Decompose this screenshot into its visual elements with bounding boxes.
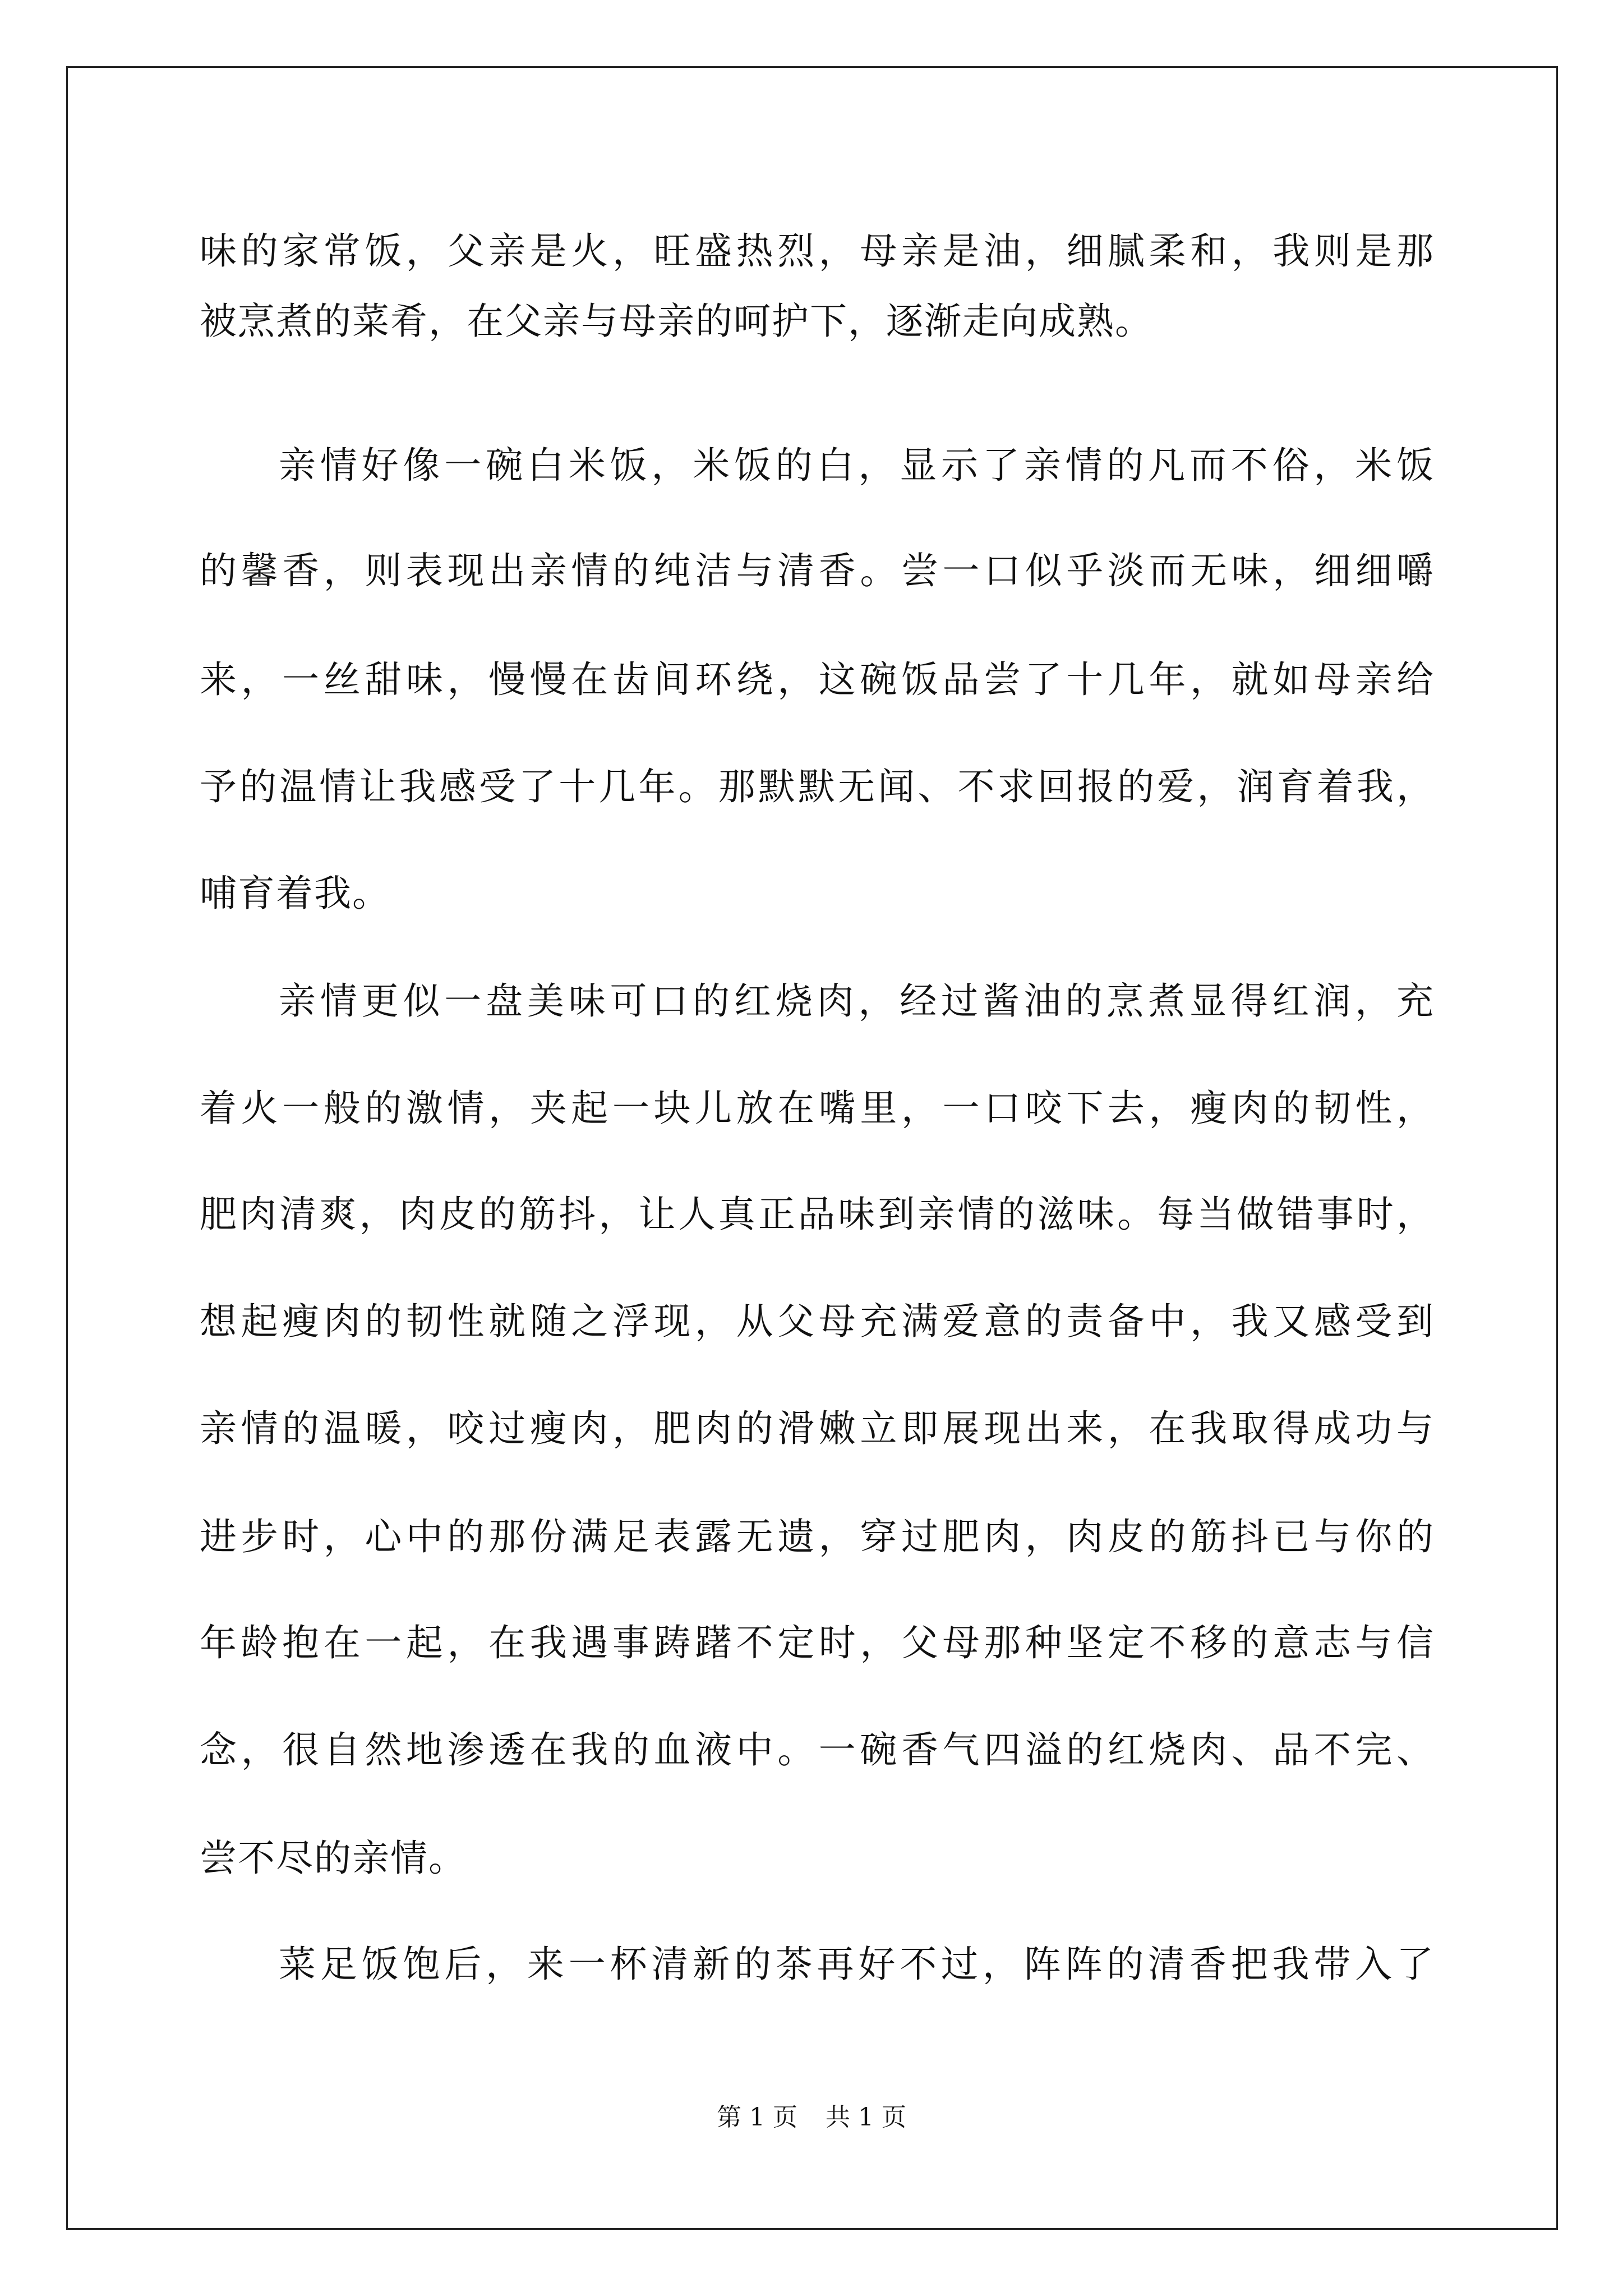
text-line: 进步时，心中的那份满足表露无遗，穿过肥肉，肉皮的筋抖已与你的 (200, 1515, 1433, 1558)
text-line: 念，很自然地渗透在我的血液中。一碗香气四溢的红烧肉、品不完、 (200, 1728, 1433, 1772)
page-footer (0, 2101, 1623, 2134)
page-border (66, 66, 1558, 2230)
text-line: 亲情更似一盘美味可口的红烧肉，经过酱油的烹煮显得红润，充 (279, 979, 1433, 1023)
text-line: 予的温情让我感受了十几年。那默默无闻、不求回报的爱，润育着我， (200, 765, 1433, 808)
text-line: 味的家常饭，父亲是火，旺盛热烈，母亲是油，细腻柔和，我则是那 (200, 229, 1433, 273)
text-line: 亲情好像一碗白米饭，米饭的白，显示了亲情的凡而不俗，米饭 (279, 444, 1433, 487)
text-line: 哺育着我。 (200, 872, 390, 915)
page-number: 第 1 页 (717, 2103, 797, 2132)
text-line: 被烹煮的菜肴，在父亲与母亲的呵护下，逐渐走向成熟。 (200, 300, 1153, 343)
text-line: 尝不尽的亲情。 (200, 1837, 467, 1880)
text-line: 菜足饭饱后，来一杯清新的茶再好不过，阵阵的清香把我带入了 (279, 1943, 1433, 1986)
text-line: 的馨香，则表现出亲情的纯洁与清香。尝一口似乎淡而无味，细细嚼 (200, 549, 1433, 592)
text-line: 着火一般的激情，夹起一块儿放在嘴里，一口咬下去，瘦肉的韧性， (200, 1087, 1433, 1130)
text-line: 年龄抱在一起，在我遇事踌躇不定时，父母那种坚定不移的意志与信 (200, 1621, 1433, 1664)
text-line: 亲情的温暖，咬过瘦肉，肥肉的滑嫩立即展现出来，在我取得成功与 (200, 1407, 1433, 1450)
page-total: 共 1 页 (826, 2103, 906, 2132)
text-line: 来，一丝甜味，慢慢在齿间环绕，这碗饭品尝了十几年，就如母亲给 (200, 658, 1433, 701)
text-line: 想起瘦肉的韧性就随之浮现，从父母充满爱意的责备中，我又感受到 (200, 1300, 1433, 1343)
text-line: 肥肉清爽，肉皮的筋抖，让人真正品味到亲情的滋味。每当做错事时， (200, 1193, 1433, 1236)
